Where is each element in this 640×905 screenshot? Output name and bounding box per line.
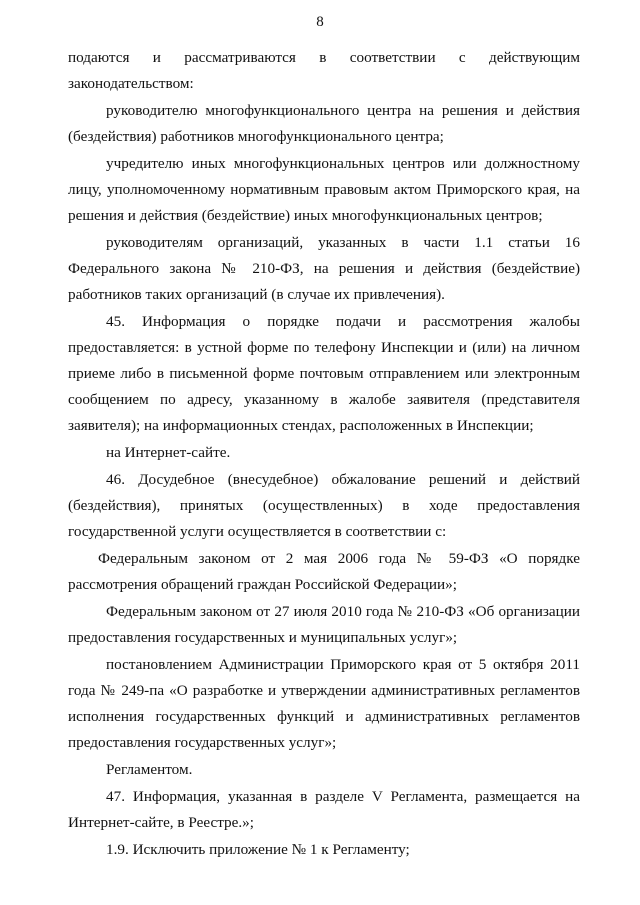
paragraph: Регламентом. [106, 761, 193, 778]
paragraph: 47. Информация, указанная в разделе V Регламента, размещается на Интернет-сайте, в Реестре.»; [68, 788, 580, 831]
paragraph: Федеральным законом от 2 мая 2006 года № 59-ФЗ «О порядке рассмотрения обращений граждан Российской Федерации»; [68, 550, 580, 593]
paragraph: учредителю иных многофункциональных центров или должностному лицу, уполномоченному нормативным правовым актом Приморского края, на решения и действия (бездействие) иных многофункциональных центров; [68, 155, 580, 224]
paragraph: 45. Информация о порядке подачи и рассмотрения жалобы предоставляется: в устной форме по телефону Инспекции и (или) на личном приеме либо в письменной форме почтовым отправлением или электронным сообщением по адресу, указанному в жалобе заявителя (представителя заявителя); на информационных стендах, расположенных в Инспекции; [68, 313, 580, 434]
paragraph: Федеральным законом от 27 июля 2010 года № 210-ФЗ «Об организации предоставления государственных и муниципальных услуг»; [68, 603, 580, 646]
paragraph: руководителю многофункционального центра на решения и действия (бездействия) работников многофункционального центра; [68, 102, 580, 145]
paragraph: на Интернет-сайте. [106, 444, 231, 461]
paragraph: руководителям организаций, указанных в части 1.1 статьи 16 Федерального закона № 210-ФЗ, на решения и действия (бездействие) работников таких организаций (в случае их привлечения). [68, 234, 580, 303]
page-number: 8 [316, 14, 324, 30]
paragraph: 46. Досудебное (внесудебное) обжалование решений и действий (бездействия), принятых (осуществленных) в ходе предоставления государственной услуги осуществляется в соответствии с: [68, 471, 580, 540]
document-body [68, 0, 580, 863]
paragraph: 1.9. Исключить приложение № 1 к Регламенту; [106, 841, 410, 858]
paragraph: подаются и рассматриваются в соответствии с действующим законодательством: [68, 49, 580, 92]
paragraph: постановлением Администрации Приморского края от 5 октября 2011 года № 249-па «О разработке и утверждении административных регламентов исполнения государственных функций и административных регламентов предоставления государственных услуг»; [68, 656, 580, 751]
